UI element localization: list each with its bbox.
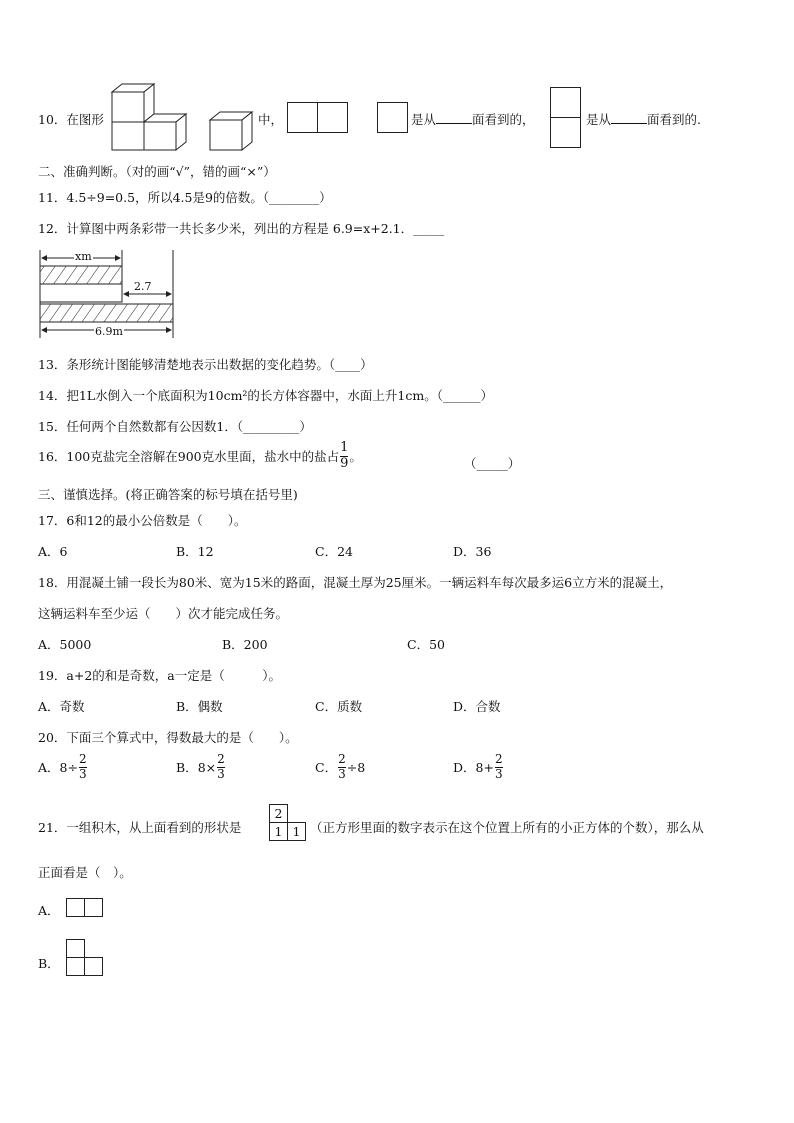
single-cube-figure [208,110,256,152]
option-a-square [66,898,85,917]
q20-option-a[interactable] [38,753,88,782]
q10-part3: 是从 [586,112,612,127]
question-16-end: 。 [349,449,362,465]
label-2-7: 2.7 [134,280,152,293]
q20-option-c[interactable] [315,753,365,782]
option-expression: ÷8 [346,759,366,775]
option-a-square [84,898,103,917]
q10-number: 10．在图形 [38,112,104,127]
view-square [550,87,581,118]
fraction-denominator: 9 [340,455,349,471]
q17-option-a[interactable]: A．6 [38,544,68,559]
q17-option-c[interactable]: C．24 [315,544,353,559]
label-6-9: 6.9m [95,325,123,338]
top-view-cell: 1 [287,822,306,841]
q20-option-d[interactable] [453,753,504,782]
answer-blank[interactable] [436,111,472,124]
question-21-text: 21．一组积木，从上面看到的形状是 [38,820,242,835]
fraction-1-9 [340,441,348,472]
q19-option-d[interactable]: D．合数 [453,699,501,714]
option-expression: 8× [197,759,217,775]
q18-option-b[interactable]: B．200 [222,637,268,652]
section-3-title: 三、谨慎选择。(将正确答案的标号填在括号里) [38,487,298,502]
q10-part1: 是从 [411,112,437,127]
q19-option-c[interactable]: C．质数 [315,699,363,714]
fraction-2-3: $\frac{2}{3}$ [78,752,87,781]
question-18-line1: 18．用混凝土铺一段长为80米、宽为15米的路面，混凝土厚为25厘米。一辆运料车每次最多运6立方米的混凝土， [38,575,673,590]
q10-part4: 面看到的. [647,112,701,127]
option-label: C． [315,760,338,776]
option-expression: 8+ [475,759,494,775]
option-label: B． [176,760,198,776]
option-label: A． [38,760,60,776]
question-13: 13．条形统计图能够清楚地表示出数据的变化趋势。（____） [38,357,373,372]
question-21-line2: 正面看是（ ）。 [38,865,132,880]
view-square [287,102,318,133]
question-19: 19．a+2的和是奇数，a一定是（ ）。 [38,668,281,683]
option-b-square [66,957,85,976]
option-b-square [66,939,85,958]
option-b-square [84,957,103,976]
question-17: 17．6和12的最小公倍数是（ ）。 [38,513,247,528]
q18-option-a[interactable]: A．5000 [38,637,92,652]
q18-option-c[interactable]: C．50 [407,637,445,652]
q17-option-d[interactable]: D．36 [453,544,492,559]
view-square [317,102,348,133]
q21-option-a[interactable]: A． [38,903,60,918]
top-view-cell: 2 [269,804,288,823]
q10-part2: 面看到的， [472,112,535,127]
q17-option-b[interactable]: B．12 [176,544,214,559]
question-14: 14．把1L水倒入一个底面积为10cm²的长方体容器中，水面上升1cm。（______） [38,388,493,403]
view-square [550,117,581,148]
q10-mid-text: 中， [258,112,284,127]
q19-option-a[interactable]: A．奇数 [38,699,85,714]
answer-blank[interactable] [611,111,647,124]
question-12: 12．计算图中两条彩带一共长多少米，列出的方程是 6.9=x+2.1．_____ [38,221,445,236]
q19-option-b[interactable]: B．偶数 [176,699,223,714]
question-16-text: 16．100克盐完全溶解在900克水里面，盐水中的盐占 [38,449,340,465]
option-expression: 8÷ [59,759,78,775]
view-square [377,102,408,133]
fraction-numerator: 1 [340,440,349,455]
q21-option-b[interactable]: B． [38,956,60,971]
top-view-cell: 1 [269,822,288,841]
option-label: D． [453,760,476,776]
fraction-2-3: $\frac{2}{3}$ [217,752,225,781]
fraction-2-3: $\frac{2}{3}$ [494,752,503,781]
fraction-2-3: $\frac{2}{3}$ [338,752,346,781]
cube-stack-figure [108,82,190,152]
question-20: 20．下面三个算式中，得数最大的是（ ）。 [38,730,298,745]
section-2-title: 二、准确判断。（对的画“√”，错的画“×”） [38,164,276,179]
question-18-line2: 这辆运料车至少运（ ）次才能完成任务。 [38,606,289,621]
question-15: 15．任何两个自然数都有公因数1．（_________） [38,419,312,434]
q20-option-b[interactable] [176,753,226,782]
question-11: 11．4.5÷9=0.5，所以4.5是9的倍数。（________） [38,190,332,205]
label-x: xm [75,250,92,263]
question-21-text-cont: （正方形里面的数字表示在这个位置上所有的小正方体的个数），那么从 [310,820,704,835]
question-16-blank[interactable]: （_____） [464,456,521,471]
